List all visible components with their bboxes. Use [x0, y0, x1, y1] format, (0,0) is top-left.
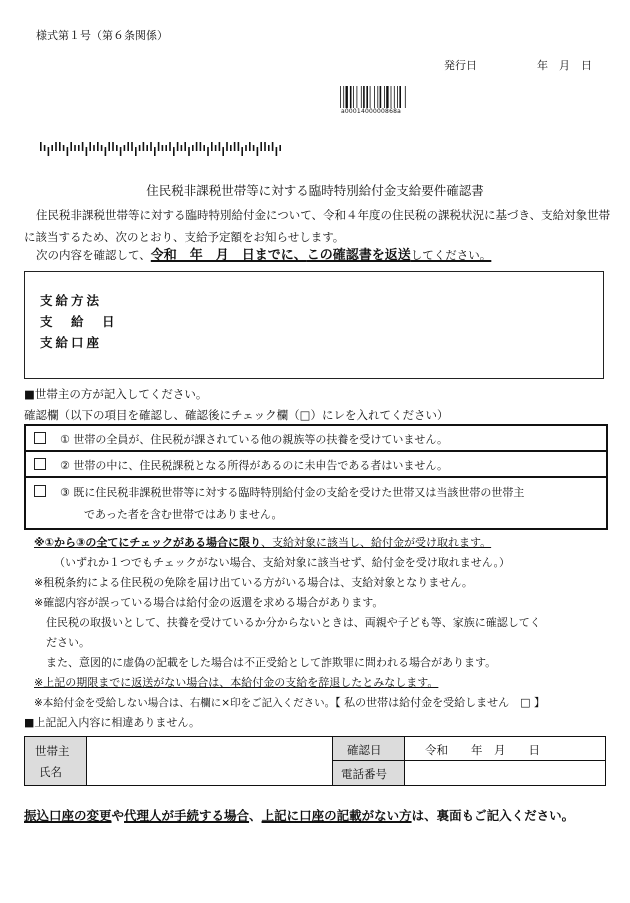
check-text: 世帯の中に、住民税課税となる所得があるのに未申告である者はいません。 — [73, 459, 449, 472]
note-eligibility-sub: （いずれか１つでもチェックがない場合、支給対象に該当せず、給付金を受け取れません。） — [54, 556, 510, 569]
footer-no-account: 上記に口座の記載がない方 — [261, 808, 412, 823]
note-deadline: ※上記の期限までに返送がない場合は、本給付金の支給を辞退したとみなします。 — [34, 676, 439, 689]
phone-header — [333, 761, 405, 785]
footer-notice — [24, 806, 574, 824]
footer-suffix: は、裏面もご記入ください。 — [411, 808, 575, 823]
phone-label: 電話番号 — [341, 767, 387, 781]
note-repayment-c: また、意図的に虚偽の記載をした場合は不正受給として詐欺罪に問われる場合があります。 — [46, 656, 497, 669]
form-number: 様式第１号（第６条関係） — [36, 29, 168, 42]
footer-proxy: 代理人が手続する場合 — [124, 808, 250, 823]
check-text: 既に住民税非課税世帯等に対する臨時特別給付金の支給を受けた世帯又は当該世帯の世帯主 — [73, 486, 525, 499]
confirm-date-header — [333, 737, 405, 761]
checkbox-2[interactable] — [34, 458, 46, 470]
header-line2: 氏名 — [39, 765, 62, 779]
postal-barcode-image — [40, 142, 290, 156]
note-repayment-b: ださい。 — [46, 636, 90, 649]
confirm-date-label: 確認日 — [347, 743, 382, 757]
return-instruction — [36, 244, 491, 263]
footer-conj: や — [111, 808, 125, 823]
header-line1: 世帯主 — [35, 744, 70, 758]
note-repayment-a: 住民税の取扱いとして、扶養を受けているか分からないときは、両親や子ども等、家族に確認してく — [46, 616, 541, 629]
payment-date-label: 支 給 日 — [40, 314, 118, 329]
note-decline-text: ※本給付金を受給しない場合は、右欄に×印をご記入ください。 — [34, 697, 336, 709]
note-decline — [34, 694, 545, 710]
check-num: ② — [60, 459, 70, 472]
phone-input[interactable] — [405, 761, 605, 785]
instruction-suffix: してください。 — [410, 248, 492, 262]
footer-comma: 、 — [249, 808, 262, 823]
section-heading: ■世帯主の方が記入してください。 — [24, 387, 208, 401]
check-row-2 — [26, 452, 606, 478]
householder-name-input[interactable] — [87, 737, 333, 785]
barcode-number: a000140000086​8a — [341, 108, 401, 115]
decline-checkbox-field[interactable]: 【 私の世帯は給付金を受給しません □ 】 — [335, 696, 545, 709]
check-num: ③ — [60, 486, 70, 499]
check-row-1 — [26, 426, 606, 452]
note-eligibility-bold: ※①から③の全てにチェックがある場合に限り — [34, 536, 261, 549]
instruction-prefix: 次の内容を確認して、 — [36, 248, 151, 262]
return-deadline: 令和 年 月 日までに、 — [150, 248, 307, 263]
householder-table — [24, 736, 606, 786]
householder-name-header — [25, 737, 87, 785]
document-title: 住民税非課税世帯等に対する臨時特別給付金支給要件確認書 — [146, 183, 484, 198]
check-text-cont: であった者を含む世帯ではありません。 — [84, 508, 283, 521]
issue-date-value: 年 月 日 — [537, 59, 592, 72]
check-instruction: 確認欄（以下の項目を確認し、確認後にチェック欄（□）にレを入れてください） — [24, 408, 449, 422]
check-row-3 — [26, 478, 606, 528]
confirm-date-input[interactable] — [405, 737, 605, 761]
footer-account-change: 振込口座の変更 — [24, 808, 112, 823]
payment-method-label: 支給方法 — [40, 293, 103, 308]
check-num: ① — [60, 433, 70, 446]
checkbox-1[interactable] — [34, 432, 46, 444]
checklist — [24, 424, 608, 530]
issue-date-label: 発行日 — [444, 59, 477, 72]
confirmation-statement: ■上記記入内容に相違ありません。 — [24, 716, 201, 729]
intro-paragraph: 住民税非課税世帯等に対する臨時特別給付金について、令和４年度の住民税の課税状況に基づき、支給対象世帯に該当するため、次のとおり、支給予定額をお知らせします。 — [24, 208, 611, 244]
note-eligibility-rest: 、支給対象に該当し、給付金が受け取れます。 — [261, 536, 492, 549]
confirm-date-value: 令和 年 月 日 — [425, 743, 540, 757]
return-document: この確認書を返送 — [306, 248, 411, 263]
barcode-image — [340, 86, 428, 108]
checkbox-3[interactable] — [34, 485, 46, 497]
check-text: 世帯の全員が、住民税が課されている他の親族等の扶養を受けていません。 — [73, 433, 449, 446]
note-eligibility — [34, 534, 491, 550]
payment-account-label: 支給口座 — [40, 335, 103, 350]
note-tax-treaty: ※租税条約による住民税の免除を届け出ている方がいる場合は、支給対象となりません。 — [34, 576, 473, 589]
note-repayment: ※確認内容が誤っている場合は給付金の返還を求める場合があります。 — [34, 596, 384, 609]
